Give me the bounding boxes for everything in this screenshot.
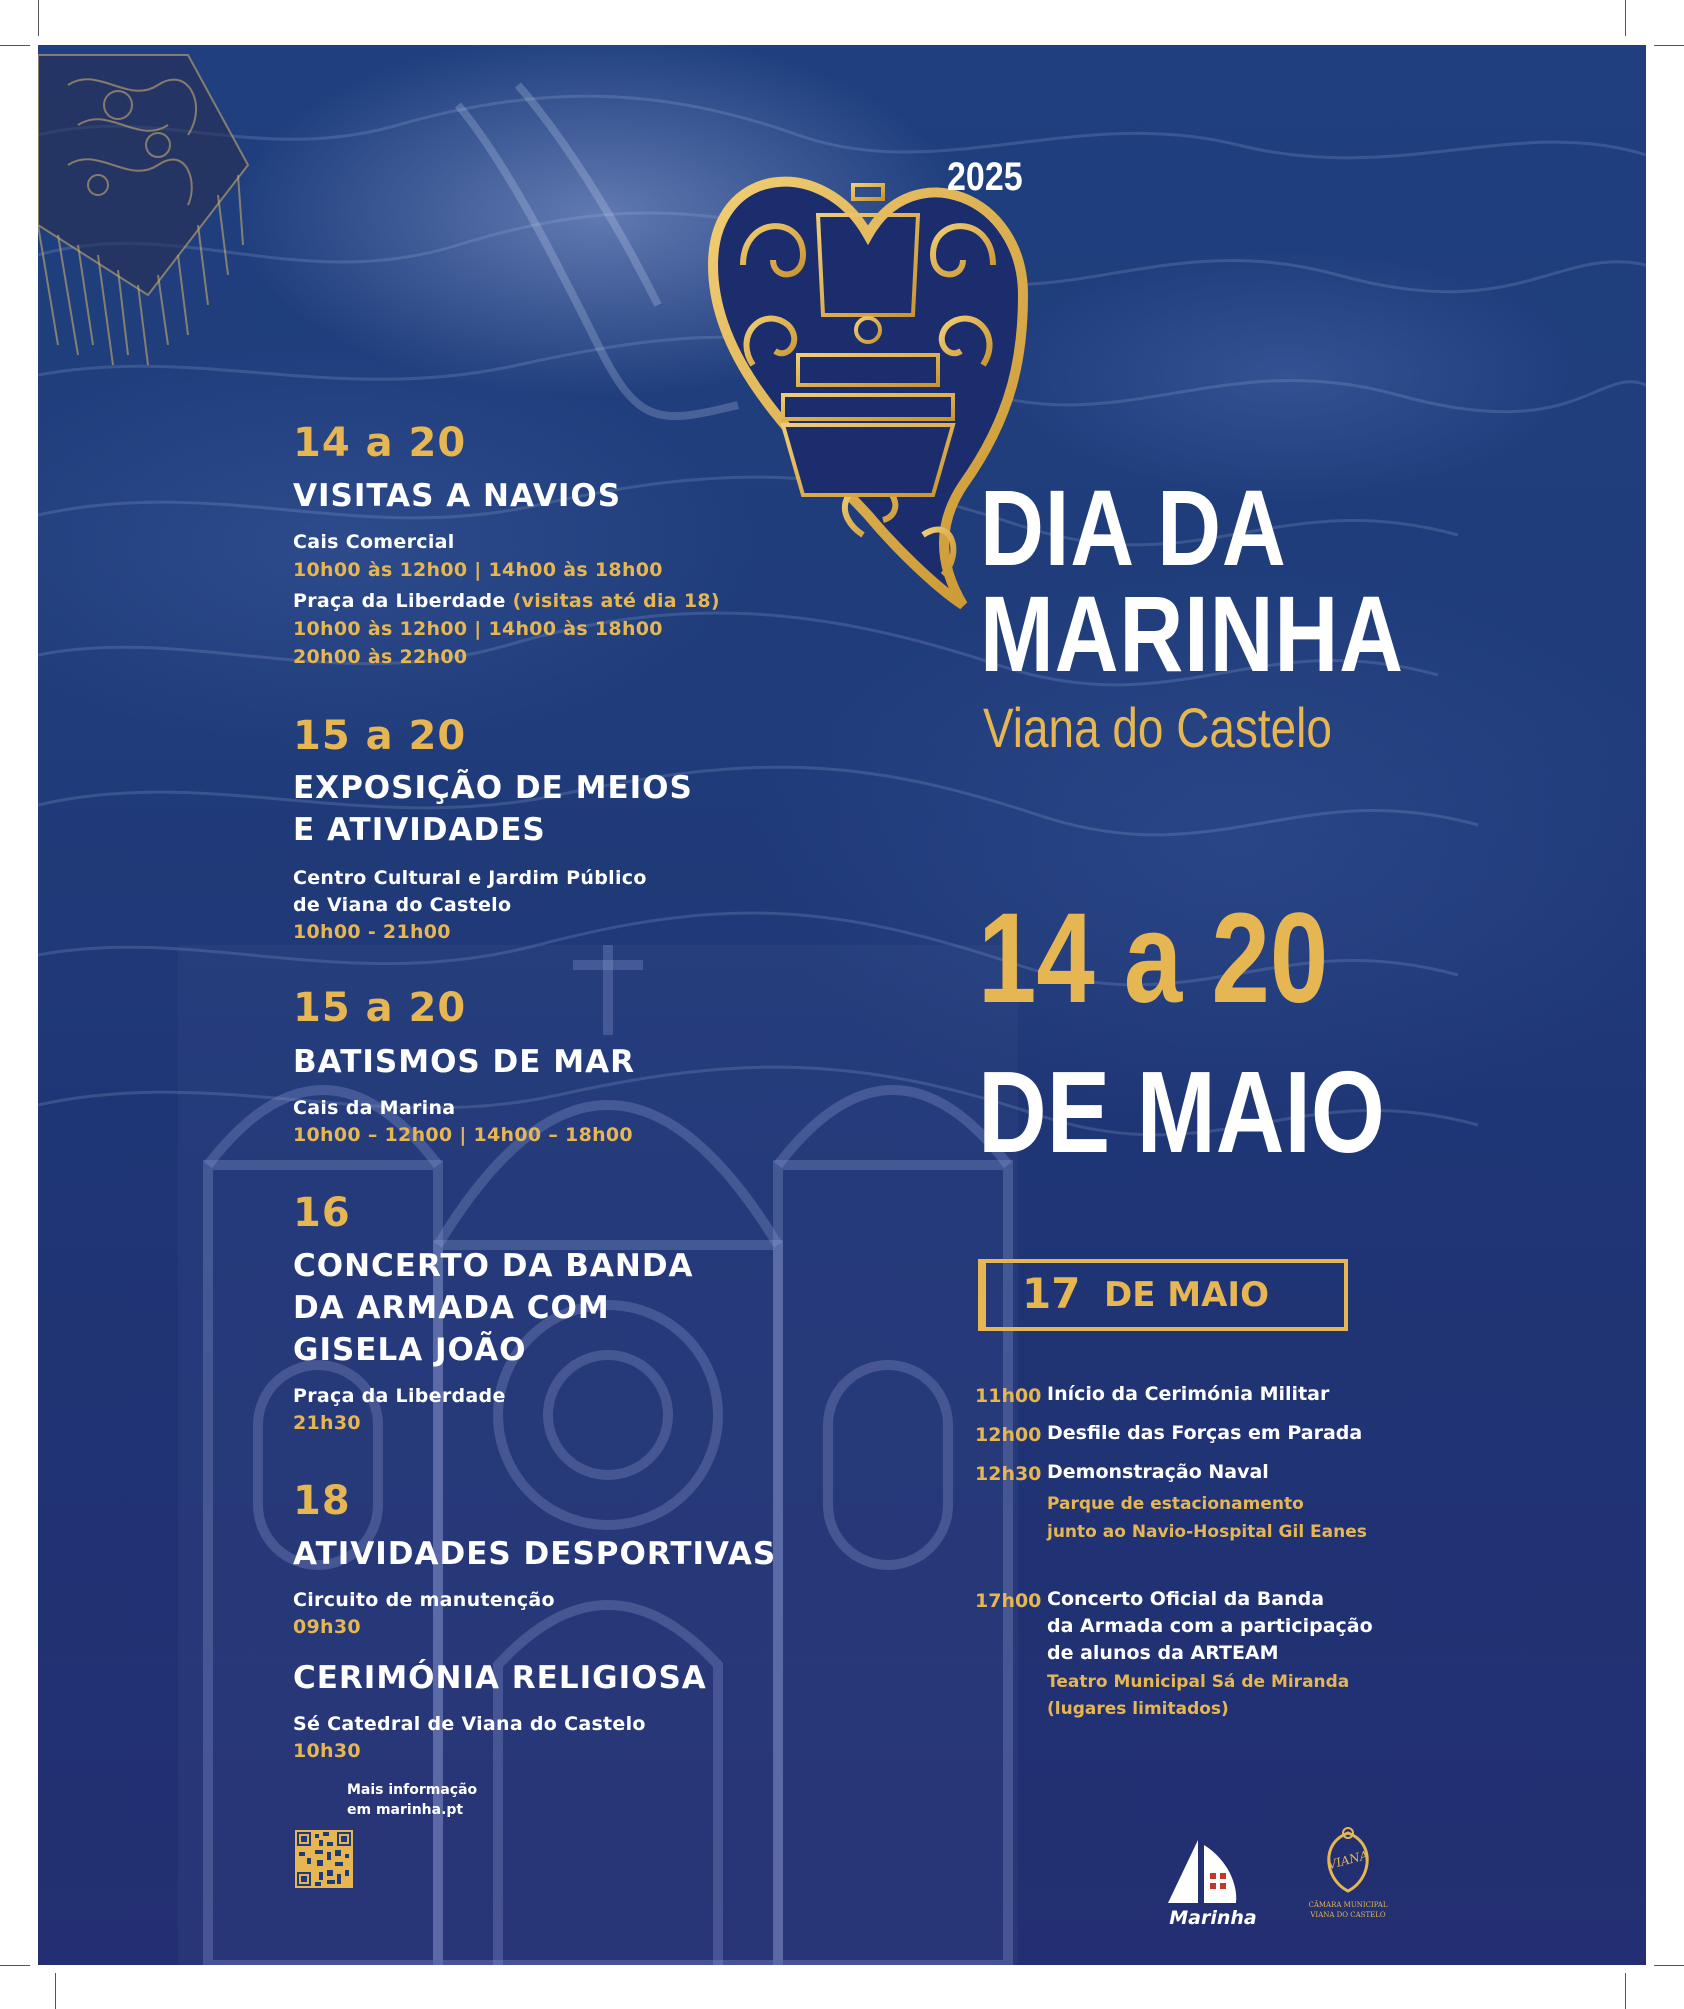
schedule-4-place-1: Teatro Municipal Sá de Miranda bbox=[1047, 1672, 1350, 1692]
event-6-time: 10h30 bbox=[293, 1740, 361, 1762]
may-17-box bbox=[978, 1259, 1348, 1331]
schedule-4-time: 17h00 bbox=[975, 1590, 1042, 1612]
crop-mark-bottom-right-v bbox=[1625, 1973, 1626, 2009]
may-17-month: DE MAIO bbox=[1104, 1275, 1269, 1315]
event-5-title: ATIVIDADES DESPORTIVAS bbox=[293, 1536, 777, 1572]
crop-mark-bottom-left bbox=[0, 1965, 30, 1966]
schedule-4-desc-2: da Armada com a participação bbox=[1047, 1615, 1373, 1637]
marinha-logo-text: Marinha bbox=[1169, 1907, 1257, 1929]
event-3-time: 10h00 – 12h00 | 14h00 – 18h00 bbox=[293, 1124, 633, 1146]
more-info-line1: Mais informação bbox=[347, 1782, 478, 1798]
date-range-line2: DE MAIO bbox=[978, 1047, 1385, 1177]
event-2-title-1: EXPOSIÇÃO DE MEIOS bbox=[293, 770, 693, 806]
event-3-date: 15 a 20 bbox=[293, 985, 467, 1031]
event-5-time: 09h30 bbox=[293, 1616, 361, 1638]
schedule-2-time: 12h00 bbox=[975, 1424, 1042, 1446]
event-5-location: Circuito de manutenção bbox=[293, 1589, 555, 1611]
schedule-1-desc: Início da Cerimónia Militar bbox=[1047, 1383, 1330, 1405]
event-1-location-2 bbox=[293, 588, 720, 615]
event-1-location-2-name: Praça da Liberdade bbox=[293, 590, 506, 612]
title-line1: DIA DA bbox=[980, 467, 1287, 588]
event-2-location-1: Centro Cultural e Jardim Público bbox=[293, 867, 647, 889]
event-3-location: Cais da Marina bbox=[293, 1097, 456, 1119]
camara-municipal-text bbox=[1288, 1900, 1408, 1920]
subtitle: Viana do Castelo bbox=[983, 696, 1332, 759]
event-1-time-2: 10h00 às 12h00 | 14h00 às 18h00 bbox=[293, 618, 663, 640]
camara-line1: CÂMARA MUNICIPAL bbox=[1308, 1901, 1388, 1909]
schedule-2-desc: Desfile das Forças em Parada bbox=[1047, 1422, 1363, 1444]
embroidered-shawl-icon bbox=[38, 45, 253, 375]
event-6-location: Sé Catedral de Viana do Castelo bbox=[293, 1713, 646, 1735]
crop-mark-top-right bbox=[1654, 45, 1684, 46]
event-3-title: BATISMOS DE MAR bbox=[293, 1044, 635, 1080]
schedule-3-time: 12h30 bbox=[975, 1463, 1042, 1485]
event-2-title-2: E ATIVIDADES bbox=[293, 812, 546, 848]
event-4-location: Praça da Liberdade bbox=[293, 1385, 506, 1407]
crop-mark-bottom-right bbox=[1654, 1965, 1684, 1966]
schedule-1-time: 11h00 bbox=[975, 1385, 1042, 1407]
event-4-date: 16 bbox=[293, 1190, 351, 1236]
schedule-4-desc-1: Concerto Oficial da Banda bbox=[1047, 1588, 1325, 1610]
schedule-3-desc: Demonstração Naval bbox=[1047, 1461, 1269, 1483]
event-5-date: 18 bbox=[293, 1478, 351, 1524]
event-4-title-3: GISELA JOÃO bbox=[293, 1332, 527, 1368]
more-info-text bbox=[347, 1780, 477, 1820]
event-2-time: 10h00 - 21h00 bbox=[293, 921, 451, 943]
crop-mark-top-right-v bbox=[1625, 0, 1626, 36]
crop-mark-bottom-left-v bbox=[55, 1973, 56, 2009]
schedule-3-place-1: Parque de estacionamento bbox=[1047, 1494, 1304, 1514]
event-4-title-1: CONCERTO DA BANDA bbox=[293, 1248, 694, 1284]
crop-mark-top-left-v bbox=[38, 0, 39, 36]
event-1-title: VISITAS A NAVIOS bbox=[293, 478, 622, 514]
event-1-date: 14 a 20 bbox=[293, 420, 467, 466]
event-1-time-1: 10h00 às 12h00 | 14h00 às 18h00 bbox=[293, 559, 663, 581]
event-2-location-2: de Viana do Castelo bbox=[293, 894, 512, 916]
event-4-time: 21h30 bbox=[293, 1412, 361, 1434]
event-6-title: CERIMÓNIA RELIGIOSA bbox=[293, 1660, 707, 1696]
event-1-time-3: 20h00 às 22h00 bbox=[293, 646, 468, 668]
viana-logo-text: VIANA bbox=[1326, 1847, 1370, 1873]
date-range-line1: 14 a 20 bbox=[978, 887, 1329, 1030]
event-2-date: 15 a 20 bbox=[293, 713, 467, 759]
qr-code-icon[interactable] bbox=[295, 1830, 353, 1888]
event-1-location-2-note: (visitas até dia 18) bbox=[512, 590, 720, 612]
event-4-title-2: DA ARMADA COM bbox=[293, 1290, 610, 1326]
year-label: 2025 bbox=[947, 155, 1023, 199]
title-line2: MARINHA bbox=[980, 573, 1404, 694]
event-1-location-1: Cais Comercial bbox=[293, 531, 455, 553]
crop-mark-top-left bbox=[0, 45, 30, 46]
may-17-day: 17 bbox=[1022, 1269, 1081, 1318]
more-info-line2[interactable]: em marinha.pt bbox=[347, 1802, 464, 1818]
poster bbox=[38, 45, 1646, 1965]
schedule-4-place-2: (lugares limitados) bbox=[1047, 1699, 1229, 1719]
schedule-3-place-2: junto ao Navio-Hospital Gil Eanes bbox=[1047, 1522, 1367, 1542]
camara-line2: VIANA DO CASTELO bbox=[1310, 1911, 1386, 1919]
schedule-4-desc-3: de alunos da ARTEAM bbox=[1047, 1642, 1279, 1664]
